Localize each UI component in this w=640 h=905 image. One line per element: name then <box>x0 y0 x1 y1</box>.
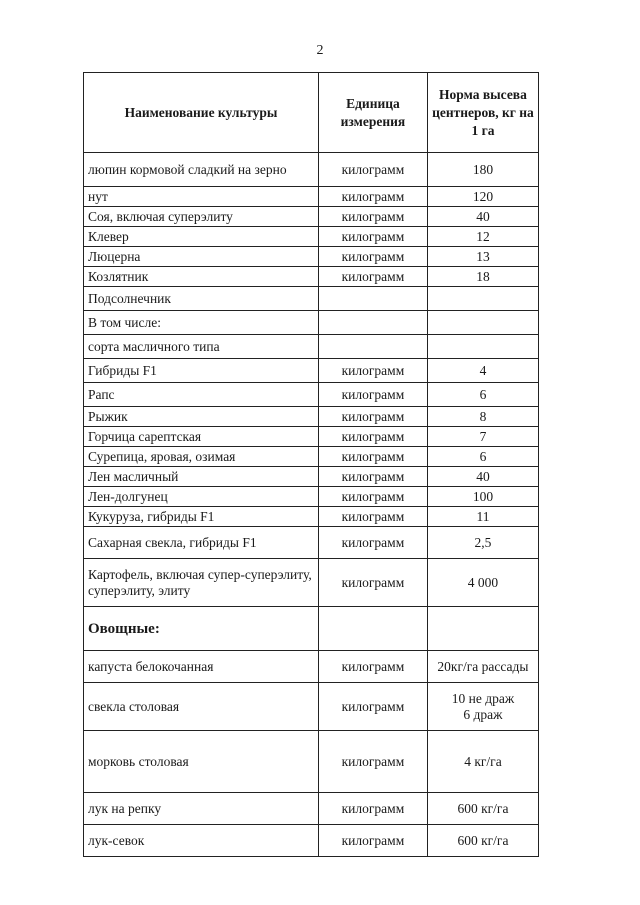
rate-cell: 2,5 <box>427 527 538 559</box>
table-row <box>84 507 539 527</box>
crop-name-cell: Сахарная свекла, гибриды F1 <box>84 527 319 559</box>
crop-name-cell: Клевер <box>84 227 319 247</box>
unit-cell: килограмм <box>318 683 427 731</box>
rate-cell: 100 <box>427 487 538 507</box>
table-row <box>84 527 539 559</box>
crop-name-cell: Гибриды F1 <box>84 359 319 383</box>
unit-cell: килограмм <box>318 447 427 467</box>
table-row <box>84 651 539 683</box>
table-row <box>84 731 539 793</box>
rate-cell: 180 <box>427 153 538 187</box>
unit-cell: килограмм <box>318 793 427 825</box>
section-title-vegetables: Овощные: <box>84 607 319 651</box>
table-row <box>84 153 539 187</box>
table-row <box>84 447 539 467</box>
unit-cell: килограмм <box>318 559 427 607</box>
rate-cell: 13 <box>427 247 538 267</box>
crop-name-cell: Картофель, включая супер-суперэлиту, суперэлиту, элиту <box>84 559 319 607</box>
table-row <box>84 407 539 427</box>
rate-cell <box>427 335 538 359</box>
rate-cell: 4 <box>427 359 538 383</box>
table-row <box>84 825 539 857</box>
rate-line: 6 драж <box>463 706 503 722</box>
table-row <box>84 559 539 607</box>
page-number: 2 <box>316 43 324 58</box>
crop-name-cell: нут <box>84 187 319 207</box>
unit-cell: килограмм <box>318 407 427 427</box>
table-row <box>84 247 539 267</box>
section-header-row <box>84 607 539 651</box>
crop-name-cell: Подсолнечник <box>84 287 319 311</box>
table-row <box>84 467 539 487</box>
unit-cell: килограмм <box>318 247 427 267</box>
header-crop-name: Наименование культуры <box>84 73 319 153</box>
crop-name-cell: лук на репку <box>84 793 319 825</box>
unit-cell: килограмм <box>318 153 427 187</box>
rate-cell <box>427 287 538 311</box>
unit-cell: килограмм <box>318 267 427 287</box>
crop-name-cell: морковь столовая <box>84 731 319 793</box>
table-row <box>84 683 539 731</box>
crop-name-cell: капуста белокочанная <box>84 651 319 683</box>
table-row <box>84 335 539 359</box>
unit-cell: килограмм <box>318 487 427 507</box>
unit-cell: килограмм <box>318 467 427 487</box>
rate-cell: 40 <box>427 207 538 227</box>
crop-name-cell: сорта масличного типа <box>84 335 319 359</box>
table-row <box>84 227 539 247</box>
crop-name-cell: свекла столовая <box>84 683 319 731</box>
rate-cell: 6 <box>427 383 538 407</box>
table-row <box>84 359 539 383</box>
crop-name-cell: Козлятник <box>84 267 319 287</box>
rate-cell <box>427 607 538 651</box>
header-seeding-rate: Норма высева центнеров, кг на 1 га <box>427 73 538 153</box>
table-row <box>84 187 539 207</box>
unit-cell: килограмм <box>318 825 427 857</box>
table-row <box>84 287 539 311</box>
rate-cell: 20кг/га рассады <box>427 651 538 683</box>
unit-cell: килограмм <box>318 427 427 447</box>
crop-name-cell: Кукуруза, гибриды F1 <box>84 507 319 527</box>
unit-cell <box>318 335 427 359</box>
unit-cell <box>318 311 427 335</box>
rate-cell: 4 000 <box>427 559 538 607</box>
crop-name-cell: В том числе: <box>84 311 319 335</box>
unit-cell: килограмм <box>318 507 427 527</box>
unit-cell <box>318 287 427 311</box>
table-row <box>84 207 539 227</box>
table-row <box>84 487 539 507</box>
crop-name-cell: люпин кормовой сладкий на зерно <box>84 153 319 187</box>
crop-name-cell: Соя, включая суперэлиту <box>84 207 319 227</box>
rate-cell: 8 <box>427 407 538 427</box>
table-row <box>84 383 539 407</box>
unit-cell: килограмм <box>318 383 427 407</box>
crop-name-cell: Сурепица, яровая, озимая <box>84 447 319 467</box>
rate-line: 10 не драж <box>451 690 515 706</box>
unit-cell: килограмм <box>318 187 427 207</box>
rate-cell: 600 кг/га <box>427 825 538 857</box>
seeding-rate-table <box>83 72 539 857</box>
crop-name-cell: лук-севок <box>84 825 319 857</box>
unit-cell: килограмм <box>318 527 427 559</box>
crop-name-cell: Рыжик <box>84 407 319 427</box>
unit-cell <box>318 607 427 651</box>
rate-cell: 40 <box>427 467 538 487</box>
unit-cell: килограмм <box>318 651 427 683</box>
rate-cell: 120 <box>427 187 538 207</box>
crop-name-cell: Лен-долгунец <box>84 487 319 507</box>
unit-cell: килограмм <box>318 227 427 247</box>
crop-name-cell: Горчица сарептская <box>84 427 319 447</box>
unit-cell: килограмм <box>318 359 427 383</box>
rate-cell: 11 <box>427 507 538 527</box>
table-row <box>84 311 539 335</box>
crop-name-cell: Рапс <box>84 383 319 407</box>
unit-cell: килограмм <box>318 207 427 227</box>
table-row <box>84 267 539 287</box>
rate-cell: 12 <box>427 227 538 247</box>
rate-cell: 6 <box>427 447 538 467</box>
rate-cell: 4 кг/га <box>427 731 538 793</box>
table-header-row <box>84 73 539 153</box>
rate-cell: 18 <box>427 267 538 287</box>
crop-name-cell: Люцерна <box>84 247 319 267</box>
rate-cell <box>427 311 538 335</box>
table-row <box>84 793 539 825</box>
rate-cell: 600 кг/га <box>427 793 538 825</box>
rate-cell <box>427 683 538 731</box>
unit-cell: килограмм <box>318 731 427 793</box>
crop-name-cell: Лен масличный <box>84 467 319 487</box>
rate-cell: 7 <box>427 427 538 447</box>
header-unit: Единица измерения <box>318 73 427 153</box>
table-row <box>84 427 539 447</box>
